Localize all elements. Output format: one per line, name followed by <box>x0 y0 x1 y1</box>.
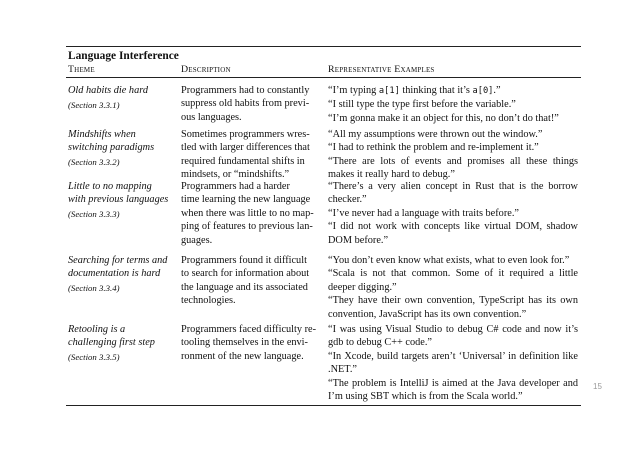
description-line: ping of features to previous lan- <box>181 221 313 233</box>
example-quote <box>328 128 578 141</box>
theme-line: Searching for terms and <box>68 255 168 266</box>
quote-text: “I had to rethink the problem and re-implement it.” <box>328 142 539 154</box>
quote-text: “I did not work with concepts like virtual DOM, shadow DOM before.” <box>328 221 578 246</box>
description-line: tooling themselves in the envi- <box>181 337 308 349</box>
quote-text: “They have their own convention, TypeScript has its own convention, JavaScript has its own convention.” <box>328 295 578 320</box>
description-line: required fundamental shifts in <box>181 155 305 167</box>
description-line: ous languages. <box>181 111 242 123</box>
table-top-rule <box>66 46 581 47</box>
example-quote <box>328 155 578 182</box>
quote-text: “I’m typing <box>328 85 379 96</box>
theme-line: Old habits die hard <box>68 85 148 96</box>
description-line: mindsets, or “mindshifts.” <box>181 169 290 181</box>
column-header-theme: Theme <box>68 64 95 75</box>
description-line: the language and its associated <box>181 281 308 293</box>
description-line: Sometimes programmers wres- <box>181 129 310 140</box>
example-quote <box>328 220 578 247</box>
description-cell <box>181 323 319 363</box>
section-ref: (Section 3.3.1) <box>68 100 120 111</box>
example-quote <box>328 323 578 350</box>
description-cell <box>181 128 319 182</box>
example-quote <box>328 254 578 267</box>
example-quote <box>328 112 578 125</box>
description-line: ronment of the new language. <box>181 350 304 362</box>
example-quote <box>328 350 578 377</box>
theme-line: challenging first step <box>68 337 155 349</box>
inline-code: a[0] <box>472 86 494 96</box>
description-cell <box>181 84 319 124</box>
theme-line: documentation is hard <box>68 268 161 280</box>
description-cell <box>181 254 319 308</box>
example-quote <box>328 267 578 294</box>
section-ref: (Section 3.3.5) <box>68 352 120 363</box>
quote-text: “I still type the type first before the variable.” <box>328 99 516 111</box>
quote-text: “In Xcode, build targets aren’t ‘Universal’ in definition like .NET.” <box>328 350 578 376</box>
page-number: 15 <box>593 382 602 391</box>
inline-code: a[1] <box>378 86 400 96</box>
quote-text: “I was using Visual Studio to debug C# code and now it’s gdb to debug C++ code.” <box>328 324 578 349</box>
example-quote <box>328 180 578 207</box>
theme-cell <box>68 254 180 295</box>
description-line: Programmers found it difficult <box>181 255 307 266</box>
description-line: when there was little to no map- <box>181 207 314 219</box>
description-cell <box>181 180 319 247</box>
description-line: technologies. <box>181 295 236 307</box>
quote-text: “There’s a very alien concept in Rust that is the borrow checker.” <box>328 181 578 206</box>
theme-line: Little to no mapping <box>68 181 152 192</box>
description-line: Programmers had to constantly <box>181 85 310 96</box>
example-quote <box>328 377 578 404</box>
description-line: guages. <box>181 234 213 246</box>
quote-text: “The problem is IntelliJ is aimed at the Java developer and I’m using SBT which is from the Scala world.” <box>328 377 578 403</box>
column-header-description: Description <box>181 64 231 75</box>
example-quote <box>328 207 578 220</box>
description-line: tled with larger differences that <box>181 142 310 154</box>
section-ref: (Section 3.3.3) <box>68 209 120 220</box>
theme-cell <box>68 323 180 364</box>
theme-cell <box>68 84 180 112</box>
quote-text: “All my assumptions were thrown out the window.” <box>328 129 543 140</box>
header-rule <box>66 77 581 78</box>
section-ref: (Section 3.3.2) <box>68 157 120 168</box>
example-quote <box>328 84 578 98</box>
table-title: Language Interference <box>68 50 179 62</box>
quote-text: thinking that it’s <box>399 85 473 96</box>
example-quote <box>328 141 578 154</box>
section-ref: (Section 3.3.4) <box>68 283 120 294</box>
examples-cell <box>328 180 578 247</box>
examples-cell <box>328 84 578 125</box>
theme-cell <box>68 180 180 221</box>
example-quote <box>328 98 578 111</box>
description-line: suppress old habits from previ- <box>181 98 310 110</box>
table-bottom-rule <box>66 405 581 406</box>
quote-text: .” <box>493 85 501 96</box>
quote-text: “There are lots of events and promises all these things makes it really hard to debug.” <box>328 155 578 181</box>
description-line: Programmers had a harder <box>181 181 290 192</box>
examples-cell <box>328 254 578 321</box>
examples-cell <box>328 128 578 182</box>
quote-text: “I’ve never had a language with traits before.” <box>328 207 519 219</box>
example-quote <box>328 294 578 321</box>
examples-cell <box>328 323 578 403</box>
quote-text: “You don’t even know what exists, what to even look for.” <box>328 255 570 266</box>
theme-line: Mindshifts when <box>68 129 136 140</box>
description-line: time learning the new language <box>181 194 311 206</box>
quote-text: “I’m gonna make it an object for this, no don’t do that!” <box>328 112 559 124</box>
description-line: to search for information about <box>181 268 310 280</box>
column-header-examples: Representative Examples <box>328 64 435 75</box>
theme-line: Retooling is a <box>68 324 126 335</box>
quote-text: “Scala is not that common. Some of it required a little deeper digging.” <box>328 268 578 293</box>
theme-line: switching paradigms <box>68 142 155 154</box>
theme-cell <box>68 128 180 169</box>
description-line: Programmers faced difficulty re- <box>181 324 317 335</box>
theme-line: with previous languages <box>68 194 169 206</box>
